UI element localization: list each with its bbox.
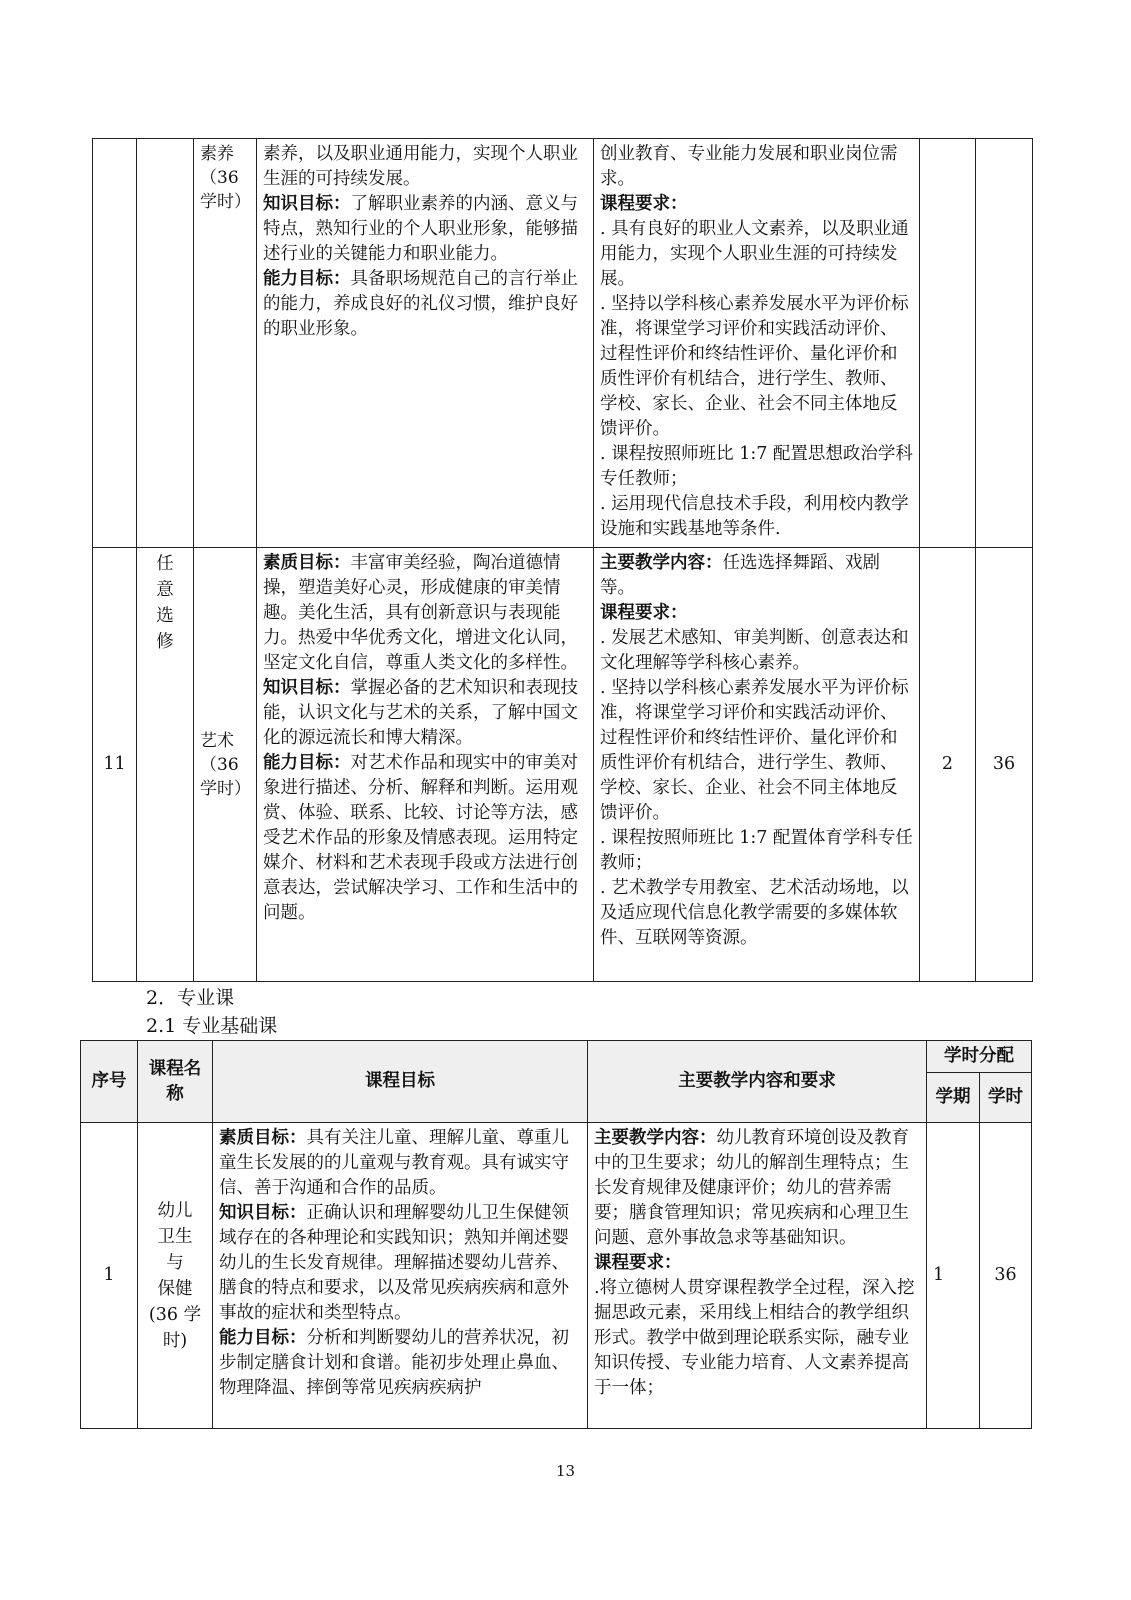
- subsection-heading: 2.1 专业基础课: [146, 1015, 278, 1037]
- category-cell: [137, 139, 194, 548]
- num-cell: 11: [93, 548, 137, 982]
- content-paragraph: 课程要求：: [600, 194, 688, 214]
- hours-cell: 36: [976, 548, 1033, 982]
- content-paragraph: 课程要求：: [600, 603, 688, 623]
- content-paragraph: . 发展艺术感知、审美判断、创意表达和文化理解等学科核心素养。: [600, 628, 909, 673]
- header-course: 课程名称: [138, 1041, 213, 1123]
- goal-paragraph: 能力目标：分析和判断婴幼儿的营养状况，初步制定膳食计划和食谱。能初步处理止鼻血、物理降温、摔倒等常见疾病疾病护: [219, 1328, 569, 1398]
- category-cell: 任 意 选 修: [137, 548, 194, 982]
- goal-paragraph: 能力目标：具备职场规范自己的言行举止的能力，养成良好的礼仪习惯，维护良好的职业形象。: [263, 269, 578, 339]
- goal-paragraph: 素质目标：丰富审美经验，陶冶道德情操，塑造美好心灵，形成健康的审美情趣。美化生活，具有创新意识与表现能力。热爱中华优秀文化，增进文化认同，坚定文化自信，尊重人类文化的多样性。: [263, 553, 578, 673]
- content-paragraph: 主要教学内容：幼儿教育环境创设及教育中的卫生要求；幼儿的解剖生理特点；生长发育规律及健康评价；幼儿的营养需要；膳食管理知识；常见疾病和心理卫生问题、意外事故急求等基础知识。: [594, 1128, 909, 1248]
- table-row: [93, 548, 1033, 982]
- content-paragraph: . 具有良好的职业人文素养，以及职业通用能力，实现个人职业生涯的可持续发展。: [600, 219, 909, 289]
- goal-paragraph: 知识目标：了解职业素养的内涵、意义与特点，熟知行业的个人职业形象，能够描述行业的关键能力和职业能力。: [263, 194, 578, 264]
- content-paragraph: . 课程按照师班比 1:7 配置思想政治学科专任教师；: [600, 444, 913, 489]
- header-content: 主要教学内容和要求: [588, 1041, 927, 1123]
- num-cell: [93, 139, 137, 548]
- header-allocation: 学时分配: [927, 1041, 1032, 1073]
- course-content-cell: [594, 548, 920, 982]
- semester-cell: 1: [927, 1123, 980, 1429]
- content-paragraph: . 运用现代信息技术手段，利用校内教学设施和实践基地等条件.: [600, 494, 909, 539]
- content-paragraph: . 坚持以学科核心素养发展水平为评价标准，将课堂学习评价和实践活动评价、过程性评价和终结性评价、量化评价和质性评价有机结合，进行学生、教师、学校、家长、企业、社会不同主体地反馈评价。: [600, 294, 909, 439]
- course-name-cell: 幼儿 卫生 与 保健 (36 学 时): [138, 1123, 213, 1429]
- goal-paragraph: 素养，以及职业通用能力，实现个人职业生涯的可持续发展。: [263, 144, 578, 189]
- goal-paragraph: 知识目标：掌握必备的艺术知识和表现技能，认识文化与艺术的关系，了解中国文化的源远流长和博大精深。: [263, 678, 578, 748]
- goal-paragraph: 素质目标：具有关注儿童、理解儿童、尊重儿童生长发展的的儿童观与教育观。具有诚实守信、善于沟通和合作的品质。: [219, 1128, 569, 1198]
- table-row: [81, 1123, 1032, 1429]
- semester-cell: [920, 139, 976, 548]
- content-paragraph: . 课程按照师班比 1:7 配置体育学科专任教师；: [600, 828, 913, 873]
- course-name: 素养（36学时）: [200, 144, 251, 212]
- goal-paragraph: 知识目标：正确认识和理解婴幼儿卫生保健领域存在的各种理论和实践知识；熟知并阐述婴幼儿的生长发育规律。理解描述婴幼儿营养、膳食的特点和要求，以及常见疾病疾病和意外事故的症状和类型特点。: [219, 1203, 569, 1323]
- content-paragraph: 主要教学内容：任选选择舞蹈、戏剧等。: [600, 553, 880, 598]
- content-paragraph: 课程要求：: [594, 1253, 682, 1273]
- content-paragraph: .将立德树人贯穿课程教学全过程，深入挖掘思政元素，采用线上相结合的教学组织形式。教学中做到理论联系实际，融专业知识传授、专业能力培育、人文素养提高于一体；: [594, 1278, 915, 1398]
- professional-foundation-courses-table: [80, 1040, 1032, 1429]
- content-paragraph: 创业教育、专业能力发展和职业岗位需求。: [600, 144, 898, 189]
- header-goals: 课程目标: [213, 1041, 588, 1123]
- page-number: 13: [555, 1462, 576, 1480]
- course-content-cell: [588, 1123, 927, 1429]
- semester-cell: 2: [920, 548, 976, 982]
- num-cell: 1: [81, 1123, 138, 1429]
- course-goals-cell: [213, 1123, 588, 1429]
- course-content-cell: [594, 139, 920, 548]
- goal-paragraph: 能力目标：对艺术作品和现实中的审美对象进行描述、分析、解释和判断。运用观赏、体验、联系、比较、讨论等方法，感受艺术作品的形象及情感表现。运用特定媒介、材料和艺术表现手段或方法进行创意表达，尝试解决学习、工作和生活中的问题。: [263, 753, 578, 923]
- course-name: 艺术（36学时）: [200, 730, 251, 799]
- public-courses-table: [92, 138, 1033, 982]
- course-goals-cell: [257, 139, 594, 548]
- course-goals-cell: [257, 548, 594, 982]
- table-row: [93, 139, 1033, 548]
- section-heading: 2．专业课: [146, 987, 235, 1009]
- hours-cell: 36: [980, 1123, 1032, 1429]
- content-paragraph: . 艺术教学专用教室、艺术活动场地，以及适应现代信息化教学需要的多媒体软件、互联网等资源。: [600, 878, 909, 948]
- content-paragraph: . 坚持以学科核心素养发展水平为评价标准，将课堂学习评价和实践活动评价、过程性评价和终结性评价、量化评价和质性评价有机结合，进行学生、教师、学校、家长、企业、社会不同主体地反馈评价。: [600, 678, 909, 823]
- table-header-row: [81, 1041, 1032, 1073]
- header-hours: 学时: [980, 1073, 1032, 1123]
- course-name-cell: [194, 139, 257, 548]
- course-name-cell: [194, 548, 257, 982]
- header-semester: 学期: [927, 1073, 980, 1123]
- hours-cell: [976, 139, 1033, 548]
- header-num: 序号: [81, 1041, 138, 1123]
